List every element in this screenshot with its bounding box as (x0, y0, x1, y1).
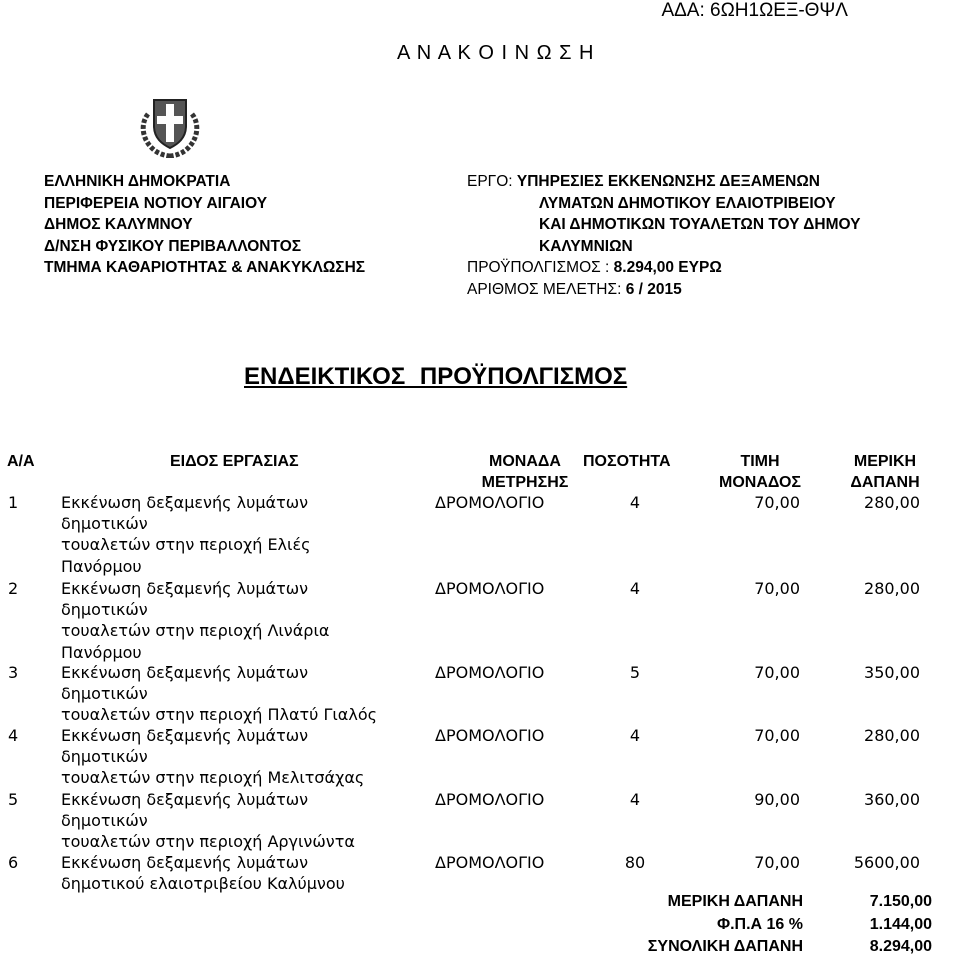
row-unit-price: 70,00 (754, 493, 800, 512)
project-title-line: ΛΥΜΑΤΩΝ ΔΗΜΟΤΙΚΟΥ ΕΛΑΙΟΤΡΙΒΕΙΟΥ (539, 194, 836, 212)
row-description (61, 578, 329, 663)
row-partial-cost: 280,00 (864, 493, 920, 512)
summary-partial-label: ΜΕΡΙΚΗ ΔΑΠΑΝΗ (667, 893, 803, 910)
row-description-line: τουαλετών στην περιοχή Πλατύ Γιαλός (61, 705, 377, 725)
header-unit-line: ΜΕΤΡΗΣΗΣ (481, 474, 569, 491)
row-partial-cost: 360,00 (864, 790, 920, 809)
issuer-block (44, 171, 365, 279)
row-description-line: τουαλετών στην περιοχή Αργινώντα (61, 832, 355, 852)
row-unit-price: 70,00 (754, 726, 800, 745)
row-number: 4 (8, 726, 19, 745)
budget-label: ΠΡΟΫΠΟΛΓΙΣΜΟΣ : (467, 259, 614, 276)
row-partial-cost: 280,00 (864, 726, 920, 745)
row-quantity: 4 (629, 579, 641, 598)
project-title-line: ΚΑΛΥΜΝΙΩΝ (539, 237, 633, 255)
announcement-heading: Α Ν Α Κ Ο Ι Ν Ω Σ Η (397, 42, 595, 64)
ada-code: ΑΔΑ: 6ΩΗ1ΩΕΞ-ΘΨΛ (661, 0, 848, 21)
row-unit-price: 70,00 (754, 579, 800, 598)
project-label: ΕΡΓΟ: (467, 173, 517, 190)
row-number: 2 (8, 579, 19, 598)
row-number: 3 (8, 663, 19, 682)
row-unit: ΔΡΟΜΟΛΟΓΙΟ (435, 790, 545, 809)
row-number: 5 (8, 790, 19, 809)
row-description-line: δημοτικών (61, 600, 148, 620)
row-description-line: Εκκένωση δεξαμενής λυμάτων (61, 726, 309, 745)
project-title-line: ΚΑΙ ΔΗΜΟΤΙΚΩΝ ΤΟΥΑΛΕΤΩΝ ΤΟΥ ΔΗΜΟΥ (539, 216, 861, 233)
row-partial-cost: 350,00 (864, 663, 920, 682)
header-unit (455, 451, 595, 493)
row-unit-price: 90,00 (754, 790, 800, 809)
header-total-line: ΔΑΠΑΝΗ (850, 474, 920, 491)
row-description (61, 662, 377, 726)
row-description-line: τουαλετών στην περιοχή Ελιές (61, 535, 311, 555)
summary-partial-value: 7.150,00 (869, 893, 932, 910)
row-unit: ΔΡΟΜΟΛΟΓΙΟ (435, 493, 545, 512)
header-aa: Α/Α (7, 453, 35, 470)
row-quantity: 80 (624, 853, 646, 872)
row-description-line: τουαλετών στην περιοχή Μελιτσάχας (61, 768, 365, 788)
header-desc: ΕΙΔΟΣ ΕΡΓΑΣΙΑΣ (170, 453, 299, 470)
header-qty: ΠΟΣΟΤΗΤΑ (583, 453, 671, 470)
row-unit: ΔΡΟΜΟΛΟΓΙΟ (435, 663, 545, 682)
summary-grand-value: 8.294,00 (869, 938, 932, 955)
row-number: 6 (8, 853, 19, 872)
greek-emblem-icon (134, 96, 206, 162)
summary-vat-value: 1.144,00 (869, 916, 932, 933)
row-description-line: τουαλετών στην περιοχή Λινάρια (61, 621, 330, 641)
page-title: ΕΝΔΕΙΚΤΙΚΟΣ ΠΡΟΫΠΟΛΓΙΣΜΟΣ (244, 363, 628, 390)
row-description-line: Πανόρμου (61, 556, 142, 576)
row-quantity: 4 (629, 726, 641, 745)
study-label: ΑΡΙΘΜΟΣ ΜΕΛΕΤΗΣ: (467, 280, 626, 298)
row-description-line: δημοτικού ελαιοτριβείου Καλύμνου (61, 874, 345, 894)
row-description (61, 725, 364, 789)
row-description-line: δημοτικών (61, 514, 148, 534)
row-description (61, 852, 345, 894)
row-quantity: 4 (629, 493, 641, 512)
row-description-line: Πανόρμου (61, 642, 142, 662)
row-description-line: Εκκένωση δεξαμενής λυμάτων (61, 853, 309, 872)
issuer-line: ΕΛΛΗΝΙΚΗ ΔΗΜΟΚΡΑΤΙΑ (44, 173, 231, 190)
header-price-line: ΤΙΜΗ (740, 453, 780, 470)
budget-value: 8.294,00 ΕΥΡΩ (613, 259, 722, 276)
row-number: 1 (8, 493, 19, 512)
study-value: 6 / 2015 (625, 280, 682, 298)
issuer-line: Δ/ΝΣΗ ΦΥΣΙΚΟΥ ΠΕΡΙΒΑΛΛΟΝΤΟΣ (44, 237, 302, 255)
row-description (61, 789, 355, 853)
header-total-line: ΜΕΡΙΚΗ (853, 453, 917, 470)
row-quantity: 4 (629, 790, 641, 809)
row-description-line: Εκκένωση δεξαμενής λυμάτων (61, 663, 309, 682)
row-description-line: Εκκένωση δεξαμενής λυμάτων (61, 790, 309, 809)
issuer-line: ΠΕΡΙΦΕΡΕΙΑ ΝΟΤΙΟΥ ΑΙΓΑΙΟΥ (44, 194, 268, 212)
project-title-line: ΥΠΗΡΕΣΙΕΣ ΕΚΚΕΝΩΝΣΗΣ ΔΕΞΑΜΕΝΩΝ (516, 173, 820, 190)
row-description-line: δημοτικών (61, 747, 148, 767)
row-unit-price: 70,00 (754, 663, 800, 682)
row-description (61, 492, 310, 577)
project-block (467, 171, 860, 300)
row-unit: ΔΡΟΜΟΛΟΓΙΟ (435, 853, 545, 872)
row-quantity: 5 (629, 663, 641, 682)
row-unit-price: 70,00 (754, 853, 800, 872)
row-description-line: Εκκένωση δεξαμενής λυμάτων (61, 493, 309, 512)
summary-grand-label: ΣΥΝΟΛΙΚΗ ΔΑΠΑΝΗ (647, 938, 803, 955)
header-total (830, 451, 940, 493)
header-unit-line: ΜΟΝΑΔΑ (489, 453, 561, 470)
row-unit: ΔΡΟΜΟΛΟΓΙΟ (435, 579, 545, 598)
summary-vat-label: Φ.Π.Α 16 % (716, 916, 803, 933)
header-price-line: ΜΟΝΑΔΟΣ (719, 474, 801, 491)
issuer-line: ΔΗΜΟΣ ΚΑΛΥΜΝΟΥ (44, 216, 193, 233)
row-partial-cost: 280,00 (864, 579, 920, 598)
row-description-line: Εκκένωση δεξαμενής λυμάτων (61, 579, 309, 598)
row-description-line: δημοτικών (61, 811, 148, 831)
row-description-line: δημοτικών (61, 684, 148, 704)
header-price (700, 451, 820, 493)
issuer-line: ΤΜΗΜΑ ΚΑΘΑΡΙΟΤΗΤΑΣ & ΑΝΑΚΥΚΛΩΣΗΣ (44, 259, 366, 276)
row-unit: ΔΡΟΜΟΛΟΓΙΟ (435, 726, 545, 745)
row-partial-cost: 5600,00 (853, 853, 920, 872)
